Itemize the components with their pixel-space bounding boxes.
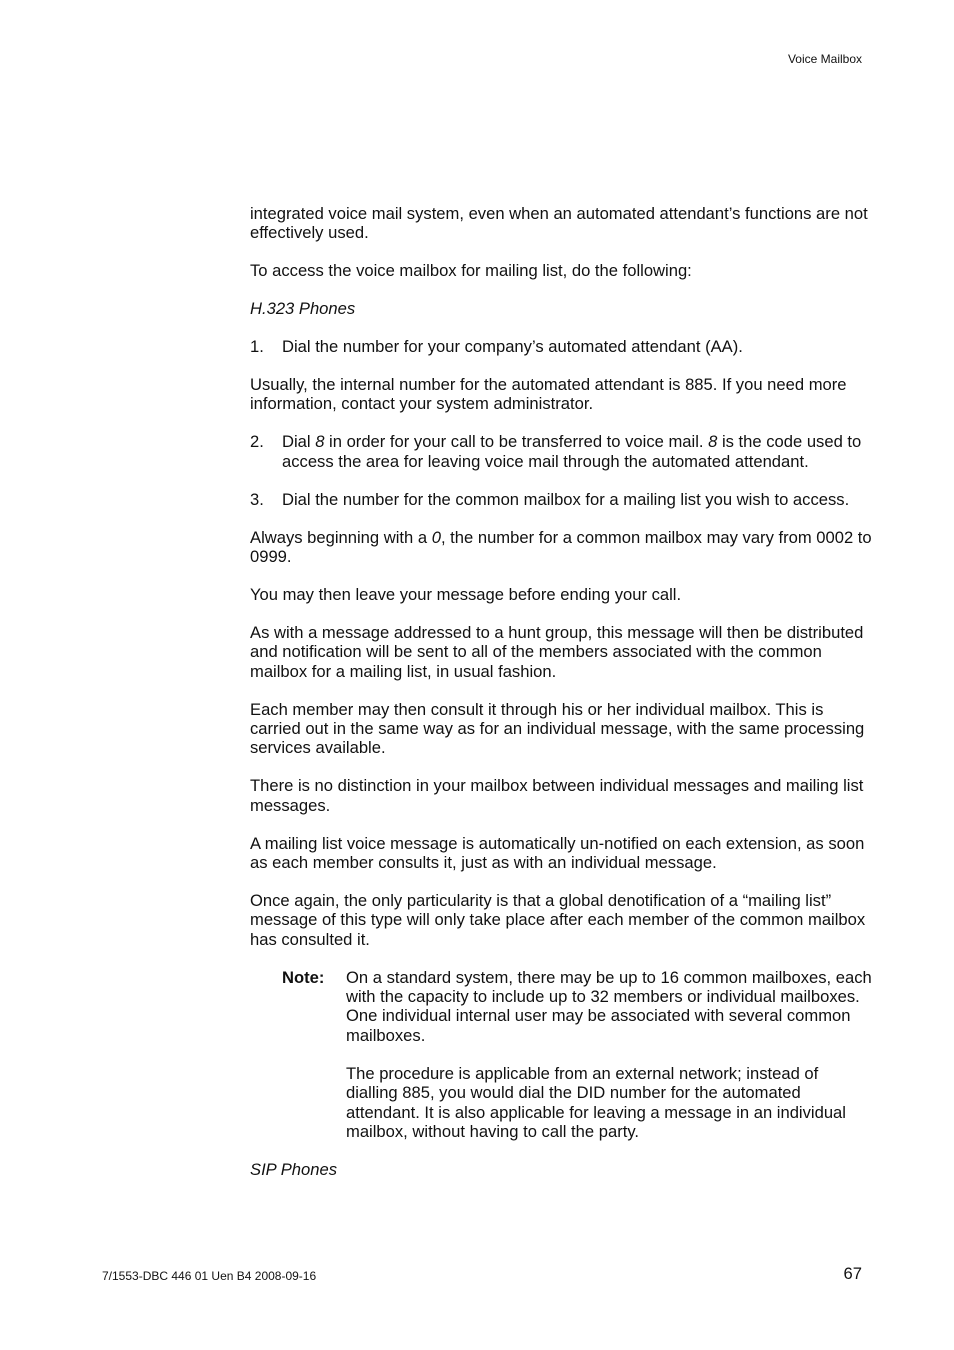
intro-continued-paragraph: integrated voice mail system, even when an automated attendant’s functions are not effectively used. [250, 204, 868, 243]
note-paragraph-2: The procedure is applicable from an external network; instead of dialling 885, you would dial the DID number for the automated attendant. It is also applicable for leaving a message in an individual mailbox, without having to call the party. [346, 1063, 846, 1141]
step-3-detail-post: , the number for a common mailbox may vary from 0002 to 0999. [250, 527, 872, 566]
note-label: Note: [282, 967, 325, 987]
step-3-detail-mailbox-range [250, 528, 874, 567]
step-1-number: 1. [250, 337, 264, 357]
step-3-detail-consult: Each member may then consult it through his or her individual mailbox. This is carried out in the same way as for an individual message, with the same processing services available. [250, 699, 865, 758]
footer-page-number: 67 [843, 1264, 862, 1283]
step-1-text: Dial the number for your company’s automated attendant (AA). [282, 337, 743, 357]
step-3-detail-leave-message: You may then leave your message before ending your call. [250, 584, 682, 604]
note-body [346, 968, 874, 1142]
step-2-text [282, 432, 874, 471]
step-3-detail-denotification: Once again, the only particularity is that a global denotification of a “mailing list” message of this type will only take place after each member of the common mailbox has consulted it. [250, 890, 866, 949]
step-3-detail-pre: Always beginning with a [250, 527, 432, 547]
step-3-detail-un-notified: A mailing list voice message is automatically un-notified on each extension, as soon as each member consults it, just as with an individual message. [250, 833, 865, 872]
step-1-detail: Usually, the internal number for the automated attendant is 885. If you need more information, contact your system administrator. [250, 375, 847, 414]
note-paragraph-1: On a standard system, there may be up to 16 common mailboxes, each with the capacity to include up to 32 members or individual mailboxes. One individual internal user may be associated with several common mailboxes. [346, 967, 872, 1045]
running-header-title: Voice Mailbox [787, 52, 862, 66]
step-3-detail-distribution: As with a message addressed to a hunt group, this message will then be distributed and notification will be sent to all of the members associated with the common mailbox for a mailing list, in usual fashion. [250, 622, 864, 681]
note-block [282, 968, 874, 1142]
access-intro-paragraph: To access the voice mailbox for mailing list, do the following: [250, 261, 692, 281]
step-1 [250, 337, 874, 356]
step-3-text: Dial the number for the common mailbox for a mailing list you wish to access. [282, 489, 850, 509]
step-3 [250, 490, 874, 509]
step-2-text-mid: in order for your call to be transferred to voice mail. [324, 432, 709, 452]
step-2-number: 2. [250, 432, 264, 452]
h323-phones-heading: H.323 Phones [250, 299, 356, 319]
step-3-code-0: 0 [431, 527, 441, 547]
step-2-code-8-second: 8 [708, 432, 718, 452]
page-content [250, 204, 874, 1198]
step-3-number: 3. [250, 489, 264, 509]
step-2-text-pre: Dial [282, 432, 316, 452]
footer-document-id: 7/1553-DBC 446 01 Uen B4 2008-09-16 [102, 1269, 317, 1283]
step-2 [250, 432, 874, 471]
step-3-detail-no-distinction: There is no distinction in your mailbox between individual messages and mailing list messages. [250, 776, 864, 815]
step-2-code-8: 8 [315, 432, 325, 452]
sip-phones-heading: SIP Phones [250, 1159, 338, 1179]
step-2-text-post: is the code used to access the area for leaving voice mail through the automated attendant. [282, 432, 862, 471]
